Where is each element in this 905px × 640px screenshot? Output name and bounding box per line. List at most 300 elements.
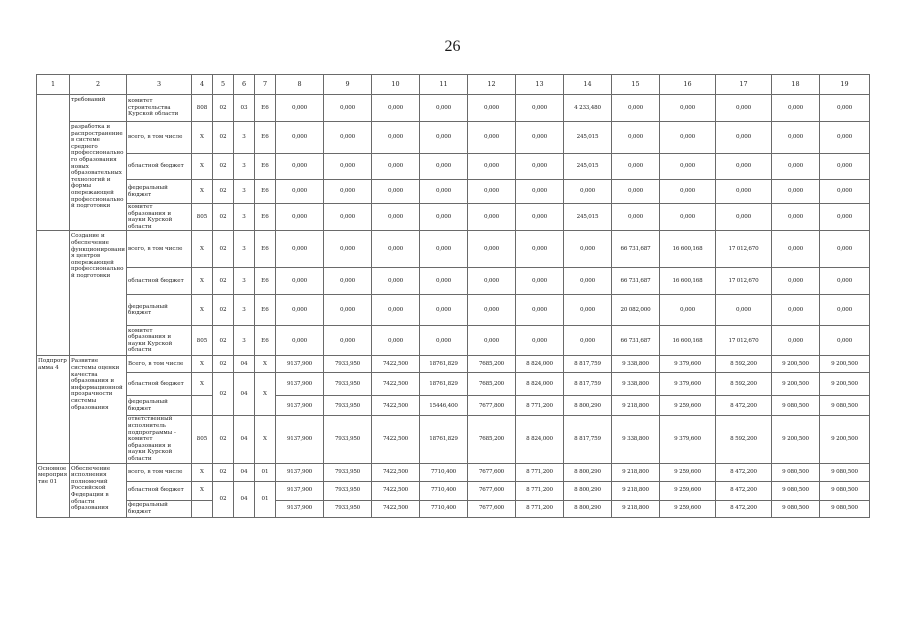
amount-cell: 0,000 <box>772 180 820 204</box>
amount-cell: 0,000 <box>820 180 870 204</box>
amount-cell: 0,000 <box>276 326 324 356</box>
amount-cell: 0,000 <box>772 122 820 154</box>
column-header: 10 <box>372 75 420 95</box>
grbs-code-cell: 805 <box>192 204 213 231</box>
amount-cell: 9 338,800 <box>612 373 660 396</box>
table-row <box>37 231 870 268</box>
funding-source-cell: комитет строительства Курской области <box>127 95 192 122</box>
amount-cell: 0,000 <box>276 95 324 122</box>
amount-cell: 16 600,168 <box>660 326 716 356</box>
subprogram-code-cell: 04 <box>234 373 255 416</box>
amount-cell: 0,000 <box>564 268 612 295</box>
gp-code-cell: 02 <box>213 463 234 481</box>
amount-cell: 0,000 <box>660 180 716 204</box>
amount-cell: 0,000 <box>468 122 516 154</box>
amount-cell: 8 824,000 <box>516 356 564 373</box>
amount-cell: 9 259,600 <box>660 481 716 500</box>
amount-cell: 0,000 <box>820 95 870 122</box>
amount-cell: 7677,600 <box>468 500 516 517</box>
amount-cell: 7685,200 <box>468 416 516 463</box>
amount-cell: 7422,500 <box>372 356 420 373</box>
amount-cell: 9 259,600 <box>660 500 716 517</box>
funding-source-cell: федеральный бюджет <box>127 396 192 416</box>
amount-cell: 0,000 <box>772 95 820 122</box>
amount-cell: 0,000 <box>564 295 612 326</box>
amount-cell: 9137,900 <box>276 481 324 500</box>
measure-code-cell: Е6 <box>255 122 276 154</box>
amount-cell: 0,000 <box>468 268 516 295</box>
funding-source-cell: всего, в том числе <box>127 231 192 268</box>
amount-cell: 7933,950 <box>324 481 372 500</box>
amount-cell: 0,000 <box>372 326 420 356</box>
amount-cell: 0,000 <box>660 154 716 180</box>
amount-cell: 7685,200 <box>468 373 516 396</box>
measure-code-cell: 01 <box>255 481 276 517</box>
amount-cell: 0,000 <box>564 180 612 204</box>
amount-cell: 7422,500 <box>372 481 420 500</box>
amount-cell: 0,000 <box>772 326 820 356</box>
amount-cell: 7933,950 <box>324 416 372 463</box>
amount-cell: 245,015 <box>564 154 612 180</box>
grbs-code-cell: X <box>192 295 213 326</box>
amount-cell: 0,000 <box>468 154 516 180</box>
gp-code-cell: 02 <box>213 356 234 373</box>
amount-cell: 0,000 <box>276 122 324 154</box>
amount-cell: 0,000 <box>324 180 372 204</box>
amount-cell: 0,000 <box>716 295 772 326</box>
subprogram-code-cell: 3 <box>234 268 255 295</box>
amount-cell: 0,000 <box>276 268 324 295</box>
amount-cell: 18761,829 <box>420 416 468 463</box>
table-row <box>37 416 870 463</box>
amount-cell: 7933,950 <box>324 373 372 396</box>
grbs-code-cell: 808 <box>192 95 213 122</box>
amount-cell: 0,000 <box>468 204 516 231</box>
amount-cell: 0,000 <box>468 231 516 268</box>
amount-cell: 0,000 <box>420 95 468 122</box>
amount-cell: 0,000 <box>820 295 870 326</box>
amount-cell: 0,000 <box>516 204 564 231</box>
subprogram-code-cell: 3 <box>234 180 255 204</box>
amount-cell: 9137,900 <box>276 416 324 463</box>
column-header: 11 <box>420 75 468 95</box>
amount-cell: 20 082,000 <box>612 295 660 326</box>
amount-cell: 0,000 <box>660 295 716 326</box>
amount-cell: 0,000 <box>820 268 870 295</box>
amount-cell: 0,000 <box>468 180 516 204</box>
funding-source-cell: всего, в том числе <box>127 122 192 154</box>
subprogram-code-cell: 04 <box>234 481 255 517</box>
amount-cell: 245,015 <box>564 122 612 154</box>
amount-cell: 0,000 <box>468 295 516 326</box>
amount-cell: 8 824,000 <box>516 416 564 463</box>
amount-cell: 9 200,500 <box>772 416 820 463</box>
grbs-code-cell: X <box>192 268 213 295</box>
table-row <box>37 154 870 180</box>
amount-cell: 0,000 <box>324 231 372 268</box>
amount-cell: 0,000 <box>564 326 612 356</box>
measure-code-cell: Е6 <box>255 95 276 122</box>
column-header: 19 <box>820 75 870 95</box>
amount-cell: 8 771,200 <box>516 481 564 500</box>
amount-cell: 0,000 <box>820 204 870 231</box>
amount-cell: 7933,950 <box>324 463 372 481</box>
amount-cell: 0,000 <box>772 204 820 231</box>
amount-cell: 9 080,500 <box>772 500 820 517</box>
measure-code-cell: Е6 <box>255 231 276 268</box>
amount-cell: 7422,500 <box>372 373 420 396</box>
amount-cell: 16 600,168 <box>660 268 716 295</box>
amount-cell: 0,000 <box>612 95 660 122</box>
amount-cell: 9 218,800 <box>612 481 660 500</box>
amount-cell: 17 012,670 <box>716 326 772 356</box>
amount-cell: 4 233,480 <box>564 95 612 122</box>
funding-source-cell: федеральный бюджет <box>127 180 192 204</box>
gp-code-cell: 02 <box>213 231 234 268</box>
amount-cell: 0,000 <box>372 180 420 204</box>
table-row <box>37 373 870 396</box>
amount-cell: 0,000 <box>516 154 564 180</box>
amount-cell: 7933,950 <box>324 356 372 373</box>
amount-cell: 8 592,200 <box>716 416 772 463</box>
grbs-code-cell: X <box>192 373 213 396</box>
column-header: 17 <box>716 75 772 95</box>
amount-cell: 0,000 <box>276 231 324 268</box>
amount-cell: 8 771,200 <box>516 463 564 481</box>
gp-code-cell: 02 <box>213 268 234 295</box>
gp-code-cell: 02 <box>213 326 234 356</box>
subprogram-code-cell: 04 <box>234 463 255 481</box>
amount-cell: 66 731,687 <box>612 231 660 268</box>
amount-cell: 7422,500 <box>372 416 420 463</box>
amount-cell: 0,000 <box>420 122 468 154</box>
grbs-code-cell: X <box>192 154 213 180</box>
amount-cell: 0,000 <box>516 295 564 326</box>
table-row <box>37 180 870 204</box>
budget-table <box>36 74 870 518</box>
amount-cell: 0,000 <box>772 268 820 295</box>
amount-cell: 0,000 <box>324 154 372 180</box>
grbs-code-cell: 805 <box>192 326 213 356</box>
amount-cell: 7677,800 <box>468 396 516 416</box>
amount-cell: 0,000 <box>420 154 468 180</box>
amount-cell: 0,000 <box>420 231 468 268</box>
amount-cell: 9137,900 <box>276 356 324 373</box>
column-header: 18 <box>772 75 820 95</box>
amount-cell: 7710,400 <box>420 500 468 517</box>
amount-cell: 0,000 <box>820 326 870 356</box>
amount-cell: 0,000 <box>420 180 468 204</box>
measure-code-cell: Е6 <box>255 326 276 356</box>
amount-cell: 9 218,800 <box>612 396 660 416</box>
amount-cell: 9 379,600 <box>660 416 716 463</box>
column-header: 15 <box>612 75 660 95</box>
amount-cell: 0,000 <box>772 154 820 180</box>
program-status-cell: Подпрограмма 4 <box>37 356 70 463</box>
amount-cell: 0,000 <box>716 95 772 122</box>
gp-code-cell: 02 <box>213 95 234 122</box>
amount-cell: 0,000 <box>516 231 564 268</box>
amount-cell: 9 200,500 <box>772 356 820 373</box>
funding-source-cell: областной бюджет <box>127 373 192 396</box>
amount-cell: 8 592,200 <box>716 356 772 373</box>
amount-cell: 0,000 <box>820 122 870 154</box>
gp-code-cell: 02 <box>213 204 234 231</box>
funding-source-cell: комитет образования и науки Курской области <box>127 204 192 231</box>
amount-cell: 9 200,500 <box>820 416 870 463</box>
amount-cell: 7422,500 <box>372 396 420 416</box>
funding-source-cell: областной бюджет <box>127 268 192 295</box>
table-row <box>37 481 870 500</box>
amount-cell: 0,000 <box>372 204 420 231</box>
amount-cell: 0,000 <box>772 231 820 268</box>
amount-cell: 9 338,800 <box>612 416 660 463</box>
amount-cell: 7685,200 <box>468 356 516 373</box>
amount-cell: 0,000 <box>372 122 420 154</box>
table-row <box>37 295 870 326</box>
amount-cell: 0,000 <box>612 180 660 204</box>
column-header: 2 <box>70 75 127 95</box>
grbs-code-cell: X <box>192 180 213 204</box>
measure-name-cell: требований <box>70 95 127 122</box>
amount-cell: 8 592,200 <box>716 373 772 396</box>
amount-cell: 0,000 <box>324 326 372 356</box>
amount-cell: 0,000 <box>276 180 324 204</box>
table-row <box>37 204 870 231</box>
table-row <box>37 122 870 154</box>
amount-cell: 0,000 <box>372 95 420 122</box>
measure-code-cell: Е6 <box>255 204 276 231</box>
amount-cell: 0,000 <box>516 95 564 122</box>
amount-cell: 0,000 <box>820 231 870 268</box>
amount-cell: 8 800,290 <box>564 500 612 517</box>
amount-cell: 9 080,500 <box>820 396 870 416</box>
amount-cell: 0,000 <box>772 295 820 326</box>
measure-code-cell: X <box>255 356 276 373</box>
amount-cell: 0,000 <box>716 180 772 204</box>
subprogram-code-cell: 3 <box>234 122 255 154</box>
column-header: 5 <box>213 75 234 95</box>
amount-cell: 0,000 <box>276 154 324 180</box>
amount-cell: 0,000 <box>420 204 468 231</box>
column-header: 13 <box>516 75 564 95</box>
amount-cell: 8 771,200 <box>516 500 564 517</box>
amount-cell: 8 824,000 <box>516 373 564 396</box>
column-header: 14 <box>564 75 612 95</box>
amount-cell: 0,000 <box>372 268 420 295</box>
table-row <box>37 463 870 481</box>
amount-cell: 8 817,759 <box>564 416 612 463</box>
amount-cell: 15446,400 <box>420 396 468 416</box>
amount-cell: 0,000 <box>516 122 564 154</box>
amount-cell: 7422,500 <box>372 500 420 517</box>
grbs-code-cell <box>192 396 213 416</box>
amount-cell: 17 012,670 <box>716 231 772 268</box>
amount-cell: 0,000 <box>660 204 716 231</box>
amount-cell: 8 472,200 <box>716 463 772 481</box>
amount-cell: 7710,400 <box>420 463 468 481</box>
table-row <box>37 268 870 295</box>
amount-cell: 0,000 <box>716 204 772 231</box>
grbs-code-cell: X <box>192 481 213 500</box>
amount-cell: 0,000 <box>276 204 324 231</box>
table-row <box>37 95 870 122</box>
amount-cell: 7422,500 <box>372 463 420 481</box>
amount-cell: 8 800,290 <box>564 481 612 500</box>
amount-cell: 8 472,200 <box>716 481 772 500</box>
amount-cell: 0,000 <box>324 95 372 122</box>
funding-source-cell: областной бюджет <box>127 154 192 180</box>
amount-cell: 9137,900 <box>276 373 324 396</box>
amount-cell: 9 379,600 <box>660 356 716 373</box>
measure-code-cell: Е6 <box>255 268 276 295</box>
grbs-code-cell: 805 <box>192 416 213 463</box>
measure-name-cell: Обеспечение исполнения полномочий Российской Федерации в области образования <box>70 463 127 517</box>
amount-cell: 0,000 <box>516 268 564 295</box>
amount-cell: 9 080,500 <box>772 396 820 416</box>
subprogram-code-cell: 3 <box>234 326 255 356</box>
measure-code-cell: X <box>255 373 276 416</box>
grbs-code-cell: X <box>192 356 213 373</box>
amount-cell: 7677,600 <box>468 481 516 500</box>
amount-cell: 0,000 <box>276 295 324 326</box>
amount-cell: 0,000 <box>660 95 716 122</box>
subprogram-code-cell: 04 <box>234 416 255 463</box>
program-status-cell: Основное мероприятие 01 <box>37 463 70 517</box>
amount-cell: 9 080,500 <box>820 481 870 500</box>
measure-code-cell: 01 <box>255 463 276 481</box>
subprogram-code-cell: 3 <box>234 204 255 231</box>
column-header: 4 <box>192 75 213 95</box>
column-header: 9 <box>324 75 372 95</box>
amount-cell: 8 800,290 <box>564 463 612 481</box>
amount-cell: 66 731,687 <box>612 268 660 295</box>
amount-cell: 7933,950 <box>324 500 372 517</box>
gp-code-cell: 02 <box>213 295 234 326</box>
subprogram-code-cell: 04 <box>234 356 255 373</box>
amount-cell: 0,000 <box>324 122 372 154</box>
amount-cell: 9 080,500 <box>772 481 820 500</box>
amount-cell: 9137,900 <box>276 463 324 481</box>
amount-cell: 0,000 <box>660 122 716 154</box>
amount-cell: 8 472,200 <box>716 396 772 416</box>
amount-cell: 9 218,800 <box>612 463 660 481</box>
amount-cell: 9 338,800 <box>612 356 660 373</box>
measure-name-cell: разработка и распространение в системе среднего профессионального образования новых образовательных технологий и формы опережающей профессиональной подготовки <box>70 122 127 231</box>
amount-cell: 0,000 <box>324 268 372 295</box>
grbs-code-cell: X <box>192 463 213 481</box>
measure-code-cell: Е6 <box>255 180 276 204</box>
amount-cell: 0,000 <box>516 180 564 204</box>
amount-cell: 18761,829 <box>420 356 468 373</box>
measure-name-cell: Создание и обеспечение функционирования центров опережающей профессиональной подготовки <box>70 231 127 356</box>
amount-cell: 245,015 <box>564 204 612 231</box>
amount-cell: 0,000 <box>324 204 372 231</box>
amount-cell: 18761,829 <box>420 373 468 396</box>
funding-source-cell: федеральный бюджет <box>127 295 192 326</box>
amount-cell: 8 771,200 <box>516 396 564 416</box>
funding-source-cell: ответственный исполнитель подпрограммы - комитет образования и науки Курской области <box>127 416 192 463</box>
amount-cell: 8 817,759 <box>564 356 612 373</box>
gp-code-cell: 02 <box>213 481 234 517</box>
amount-cell: 0,000 <box>612 122 660 154</box>
amount-cell: 9 379,600 <box>660 373 716 396</box>
gp-code-cell: 02 <box>213 416 234 463</box>
table-row <box>37 500 870 517</box>
amount-cell: 7710,400 <box>420 481 468 500</box>
funding-source-cell: областной бюджет <box>127 481 192 500</box>
table-row <box>37 326 870 356</box>
program-status-cell <box>37 231 70 356</box>
amount-cell: 8 472,200 <box>716 500 772 517</box>
amount-cell: 0,000 <box>372 154 420 180</box>
measure-code-cell: Е6 <box>255 295 276 326</box>
amount-cell: 0,000 <box>516 326 564 356</box>
subprogram-code-cell: 03 <box>234 95 255 122</box>
column-header: 8 <box>276 75 324 95</box>
amount-cell: 0,000 <box>420 268 468 295</box>
funding-source-cell: всего, в том числе <box>127 463 192 481</box>
gp-code-cell: 02 <box>213 373 234 416</box>
measure-name-cell: Развитие системы оценки качества образования и информационной прозрачности системы образования <box>70 356 127 463</box>
program-status-cell <box>37 95 70 231</box>
amount-cell: 9137,900 <box>276 396 324 416</box>
amount-cell: 9 200,500 <box>820 373 870 396</box>
column-header: 16 <box>660 75 716 95</box>
amount-cell: 9 200,500 <box>820 356 870 373</box>
amount-cell: 8 800,290 <box>564 396 612 416</box>
subprogram-code-cell: 3 <box>234 231 255 268</box>
column-header: 3 <box>127 75 192 95</box>
amount-cell: 0,000 <box>564 231 612 268</box>
grbs-code-cell: X <box>192 231 213 268</box>
amount-cell: 0,000 <box>468 326 516 356</box>
grbs-code-cell: X <box>192 122 213 154</box>
amount-cell: 0,000 <box>420 326 468 356</box>
amount-cell: 0,000 <box>612 204 660 231</box>
page-number: 26 <box>444 38 461 55</box>
amount-cell: 9 218,800 <box>612 500 660 517</box>
amount-cell: 0,000 <box>468 95 516 122</box>
funding-source-cell: комитет образования и науки Курской области <box>127 326 192 356</box>
table-row <box>37 356 870 373</box>
amount-cell: 16 600,168 <box>660 231 716 268</box>
amount-cell: 0,000 <box>716 154 772 180</box>
amount-cell: 9 259,600 <box>660 463 716 481</box>
amount-cell: 9 200,500 <box>772 373 820 396</box>
column-header: 6 <box>234 75 255 95</box>
amount-cell: 9 080,500 <box>820 463 870 481</box>
table-row <box>37 396 870 416</box>
amount-cell: 7933,950 <box>324 396 372 416</box>
amount-cell: 0,000 <box>716 122 772 154</box>
header-row <box>37 75 870 95</box>
amount-cell: 0,000 <box>324 295 372 326</box>
gp-code-cell: 02 <box>213 180 234 204</box>
column-header: 1 <box>37 75 70 95</box>
amount-cell: 9137,900 <box>276 500 324 517</box>
amount-cell: 17 012,670 <box>716 268 772 295</box>
table-body <box>37 75 870 518</box>
measure-code-cell: Е6 <box>255 154 276 180</box>
amount-cell: 0,000 <box>372 231 420 268</box>
amount-cell: 8 817,759 <box>564 373 612 396</box>
amount-cell: 9 080,500 <box>772 463 820 481</box>
grbs-code-cell <box>192 500 213 517</box>
measure-code-cell: X <box>255 416 276 463</box>
column-header: 12 <box>468 75 516 95</box>
amount-cell: 66 731,687 <box>612 326 660 356</box>
